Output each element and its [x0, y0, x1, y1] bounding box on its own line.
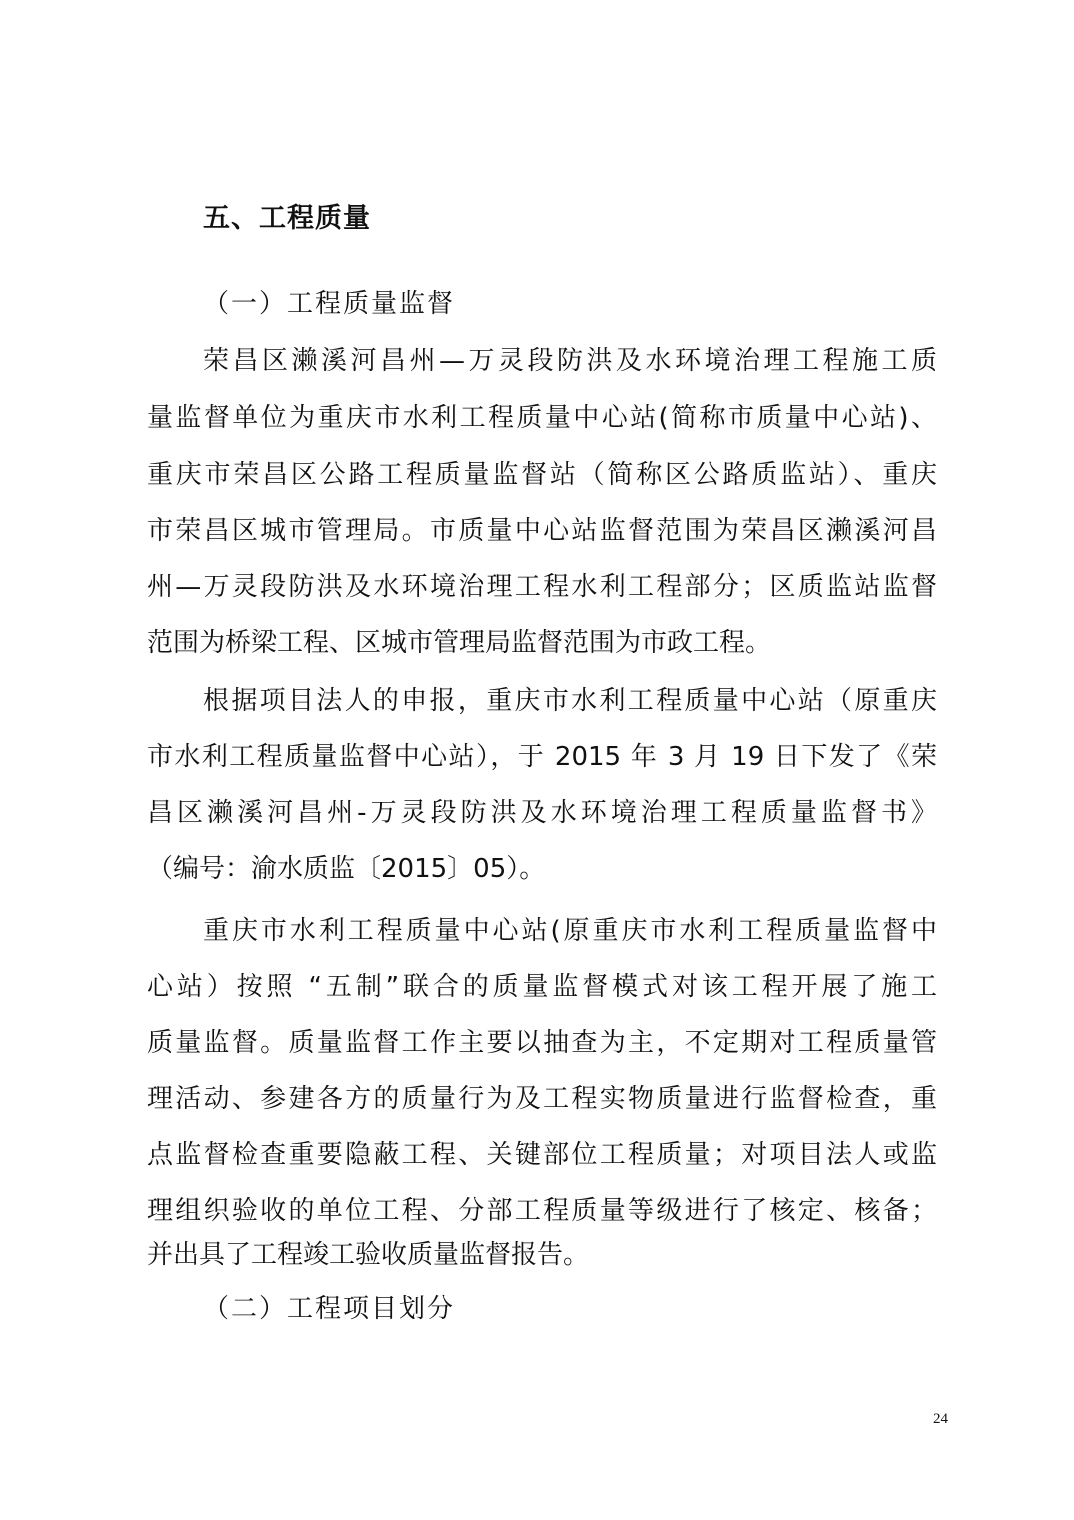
paragraph-3-line-2: 心站）按照 “五制”联合的质量监督模式对该工程开展了施工 [147, 972, 937, 1002]
paragraph-1-line-2: 量监督单位为重庆市水利工程质量中心站(简称市质量中心站)、 [147, 403, 937, 433]
paragraph-1-line-6: 范围为桥梁工程、区城市管理局监督范围为市政工程。 [147, 628, 772, 658]
paragraph-1-line-1: 荣昌区濑溪河昌州—万灵段防洪及水环境治理工程施工质 [203, 346, 937, 376]
paragraph-1-line-3: 重庆市荣昌区公路工程质量监督站（简称区公路质监站）、重庆 [147, 460, 937, 490]
paragraph-2-line-1: 根据项目法人的申报，重庆市水利工程质量中心站（原重庆 [203, 686, 937, 716]
page-number: 24 [933, 1411, 948, 1427]
paragraph-2-line-2: 市水利工程质量监督中心站），于 2015 年 3 月 19 日下发了《荣 [147, 742, 937, 772]
section-heading: 五、工程质量 [203, 203, 371, 234]
paragraph-1-line-4: 市荣昌区城市管理局。市质量中心站监督范围为荣昌区濑溪河昌 [147, 516, 937, 546]
paragraph-3-line-1: 重庆市水利工程质量中心站(原重庆市水利工程质量监督中 [203, 916, 937, 946]
subsection-heading-1: （一）工程质量监督 [203, 289, 456, 319]
paragraph-1-line-5: 州—万灵段防洪及水环境治理工程水利工程部分；区质监站监督 [147, 572, 937, 602]
paragraph-3-line-4: 理活动、参建各方的质量行为及工程实物质量进行监督检查，重 [147, 1084, 937, 1114]
paragraph-3-line-7: 并出具了工程竣工验收质量监督报告。 [147, 1240, 590, 1270]
paragraph-2-line-3: 昌区濑溪河昌州-万灵段防洪及水环境治理工程质量监督书》 [147, 798, 937, 828]
subsection-heading-2: （二）工程项目划分 [203, 1294, 456, 1324]
paragraph-3-line-5: 点监督检查重要隐蔽工程、关键部位工程质量；对项目法人或监 [147, 1140, 937, 1170]
paragraph-3-line-3: 质量监督。质量监督工作主要以抽查为主，不定期对工程质量管 [147, 1028, 937, 1058]
paragraph-2-line-4: （编号：渝水质监〔2015〕05）。 [147, 854, 546, 884]
paragraph-3-line-6: 理组织验收的单位工程、分部工程质量等级进行了核定、核备； [147, 1196, 937, 1226]
